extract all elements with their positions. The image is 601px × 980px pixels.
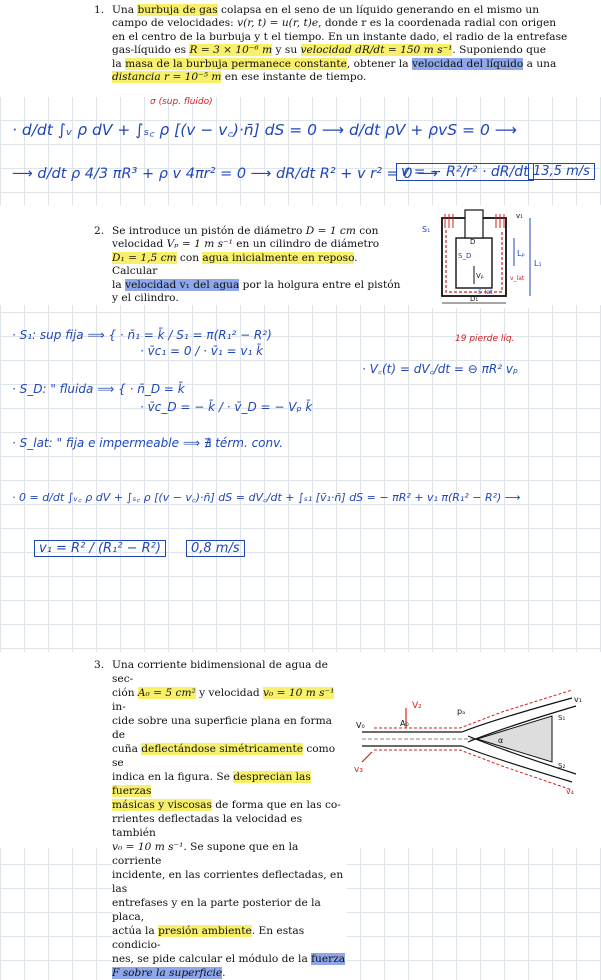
fig2-label-lp: Lₚ [517,249,525,258]
fig2-label-vp: Vₚ [476,272,484,280]
p3-line-8: v₀ = 10 m s⁻¹. Se supone que en la corriente [112,841,299,867]
p2-result: v₁ = R² / (R₁² − R²) [34,540,166,557]
fig2-label-d: D [470,238,476,246]
fig3-label-pa: pₐ [457,707,466,716]
problem-3-text [94,658,347,980]
v3-arrow [362,752,372,762]
fig2-label-d1: D₁ [470,295,479,303]
p3-line-10: entrefases y en la parte posterior de la placa, [112,897,321,923]
p2-line-4: la velocidad v₁ del agua por la holgura entre el pistón [112,278,401,291]
p3-line-3: cide sobre una superficie plana en forma de [112,715,332,741]
fig3-label-vs: V₂ [412,701,422,711]
p3-line-13: F sobre la superficie. [112,967,226,979]
fig3-label-v1-top: v₁ [574,695,582,704]
fig2-label-vlat: v_lat [510,275,525,282]
fig2-label-l1: L₁ [534,259,542,268]
p2-note-s1: · S₁: sup fija ⟹ { · n̄₁ = k̄ / S₁ = π(R₁² − R²) [12,328,272,342]
fig3-label-alpha: α [498,736,504,745]
p1-line-3: en el centro de la burbuja y t el tiempo. En un instante dado, el radio de la entrefase [112,30,568,43]
problem-1-number: 1. [94,4,105,16]
p3-line-2: ción A₀ = 5 cm² y velocidad v₀ = 10 m s⁻¹ in- [112,687,335,713]
p1-result: v = − R²/r² · dR/dt [396,163,534,181]
fig2-label-sd: S_D [458,252,472,260]
p2-note-s1b: · v̄c₁ = 0 / · v̄₁ = v₁ k̄ [140,344,264,358]
fig3-label-s1: S₁ [558,714,566,722]
fig3-label-s2: S₂ [558,762,566,770]
p1-line-6: distancia r = 10⁻⁵ m en ese instante de tiempo. [112,71,367,84]
p2-note-sdb: · v̄c_D = − k̄ / · v̄_D = − Vₚ k̄ [140,400,313,414]
problem-3-number: 3. [94,659,105,671]
p2-line-2: velocidad Vₚ = 1 m s⁻¹ en un cilindro de diámetro [112,238,380,251]
p3-line-7: rrientes deflectadas la velocidad es también [112,813,303,839]
p1-note-line-2: ⟶ d/dt ρ 4/3 πR³ + ρ v 4πr² = 0 ⟶ dR/dt R² + v r² = 0 ⟶ [12,166,438,182]
p1-sup-label: σ (sup. fluido) [150,97,213,107]
p2-note-slat: · S_lat: " fija e impermeable ⟹ ∄ térm. conv. [12,436,284,450]
p1-line-1: Una burbuja de gas colapsa en el seno de un líquido generando en el mismo un [112,4,540,16]
problem-1-text [94,4,587,84]
p3-line-1: Una corriente bidimensional de agua de sec- [112,659,328,685]
fig2-label-slat: S_lat [478,289,493,296]
p2-line-1: Se introduce un pistón de diámetro D = 1 cm con [112,225,379,237]
p3-line-9: incidente, en las corrientes deflectadas, en las [112,869,344,895]
fig3-label-a0: A₀ [400,719,409,728]
fig3-label-v0: V₀ [356,721,365,730]
p2-note-eq: · 0 = d/dt ∫ᵥ꜀ ρ dV + ∫ₛ꜀ ρ [(v − v꜀)·n̄] dS = dV꜀/dt + ∫ₛ₁ [v̄₁·n̄] dS = − πR² + v₁ π(R₁² − R²) ⟶ [12,491,521,504]
fig3-label-v4: v₄ [566,787,574,796]
p1-line-4: gas-líquido es R = 3 × 10⁻⁶ m y su velocidad dR/dt = 150 m s⁻¹. Suponiendo que [112,44,547,57]
p2-note-sd: · S_D: " fluida ⟹ { · n̄_D = k̄ [12,382,185,396]
p3-line-5: indica en la figura. Se desprecian las fuerzas [112,771,311,797]
p2-line-3: D₁ = 1,5 cm con agua inicialmente en reposo. Calcular [112,251,358,278]
problem-2-text [94,225,402,305]
p1-value: 13,5 m/s [528,163,595,180]
piston-rod [465,210,483,238]
p2-note-vc-label: 19 pierde líq. [455,334,515,344]
problem-2-number: 2. [94,225,105,237]
p2-value: 0,8 m/s [186,540,245,557]
p1-line-2: campo de velocidades: v(r, t) = u(r, t)e, donde r es la coordenada radial con origen [112,17,557,30]
p3-line-11: actúa la presión ambiente. En estas condicio- [112,925,305,951]
p3-line-12: nes, se pide calcular el módulo de la fuerza [112,953,346,965]
fig3-label-v3: v₃ [354,765,363,775]
p1-line-5: la masa de la burbuja permanece constante, obtener la velocidad del líquido a una [112,57,557,70]
p3-line-4: cuña deflectándose simétricamente como se [112,743,336,769]
p3-line-6: másicas y viscosas de forma que en las co- [112,799,341,811]
p1-note-line-1: · d/dt ∫ᵥ ρ dV + ∫ₛ꜀ ρ [(v − v꜀)·n̄] dS = 0 ⟶ d/dt ρV + ρvS = 0 ⟶ [12,121,517,139]
piston-cylinder-figure [418,208,548,308]
fig2-label-s1: S₁ [422,225,431,234]
p2-line-5: y el cilindro. [112,292,179,305]
wedge-jet-figure [352,690,592,805]
p2-note-vc: · V꜀(t) = dV꜀/dt = ⊖ πR² vₚ [362,362,519,376]
fig2-label-v1: v₁ [516,212,523,220]
